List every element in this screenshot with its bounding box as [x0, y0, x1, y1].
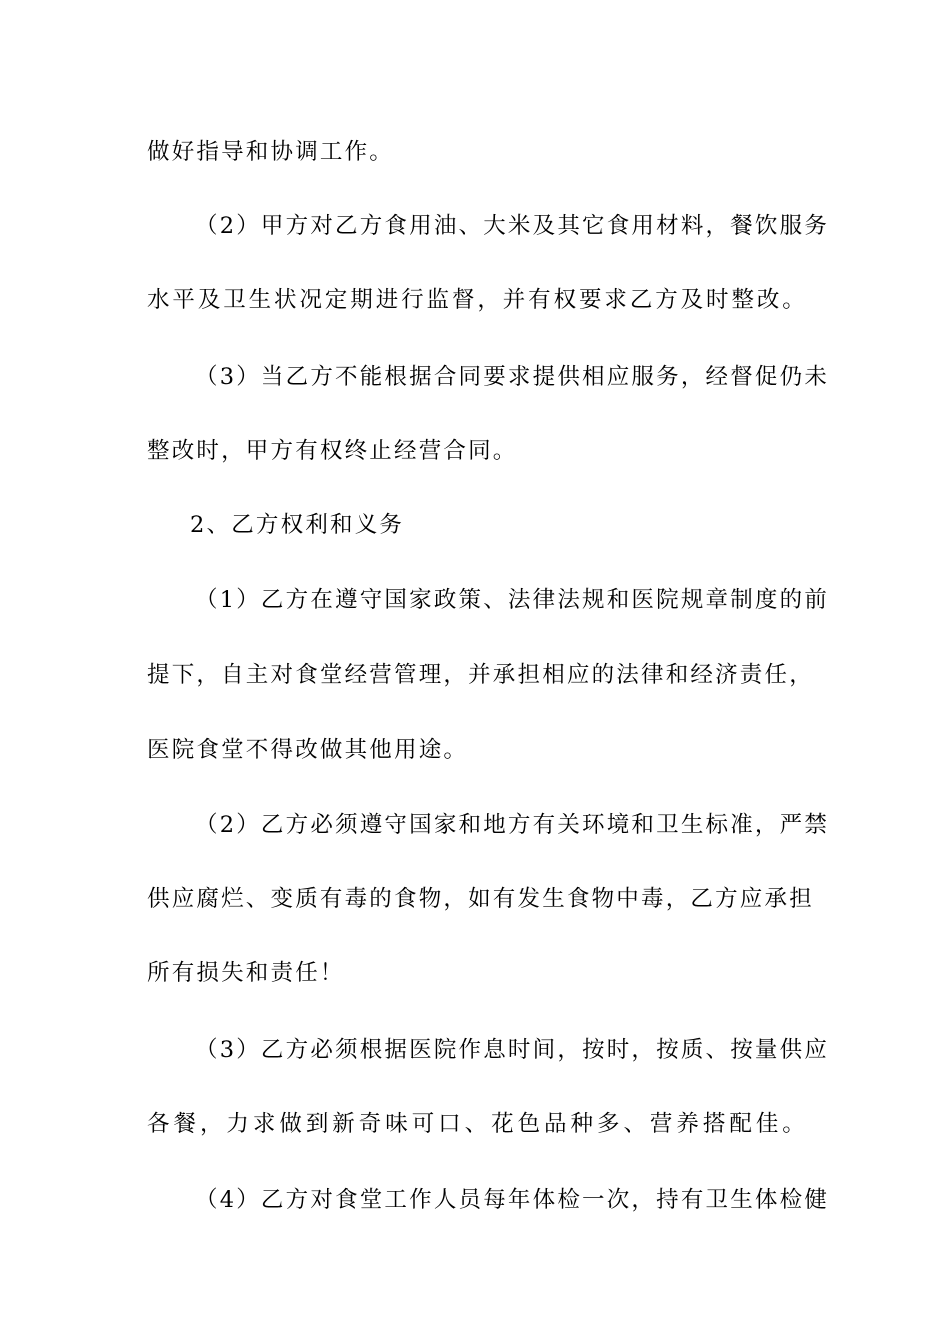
text-line: 医院食堂不得改做其他用途。	[147, 737, 469, 763]
text-line: （2）乙方必须遵守国家和地方有关环境和卫生标准，严禁	[195, 812, 830, 838]
text-line: 提下，自主对食堂经营管理，并承担相应的法律和经济责任，	[147, 662, 814, 688]
section-heading: 2、乙方权利和义务	[190, 512, 405, 538]
text-line: 各餐，力求做到新奇味可口、花色品种多、营养搭配佳。	[147, 1111, 807, 1137]
text-line: （2）甲方对乙方食用油、大米及其它食用材料，餐饮服务	[195, 213, 830, 239]
text-line: 整改时，甲方有权终止经营合同。	[147, 438, 518, 464]
text-line: 水平及卫生状况定期进行监督，并有权要求乙方及时整改。	[147, 287, 807, 313]
text-line: 所有损失和责任！	[147, 960, 345, 986]
text-line: （1）乙方在遵守国家政策、法律法规和医院规章制度的前	[195, 587, 830, 613]
text-line: 供应腐烂、变质有毒的食物，如有发生食物中毒，乙方应承担	[147, 886, 814, 912]
text-line: （3）乙方必须根据医院作息时间，按时，按质、按量供应	[195, 1037, 830, 1063]
text-line: 做好指导和协调工作。	[147, 139, 395, 165]
text-line: （3）当乙方不能根据合同要求提供相应服务，经督促仍未	[195, 364, 830, 390]
text-line: （4）乙方对食堂工作人员每年体检一次，持有卫生体检健	[195, 1187, 830, 1213]
